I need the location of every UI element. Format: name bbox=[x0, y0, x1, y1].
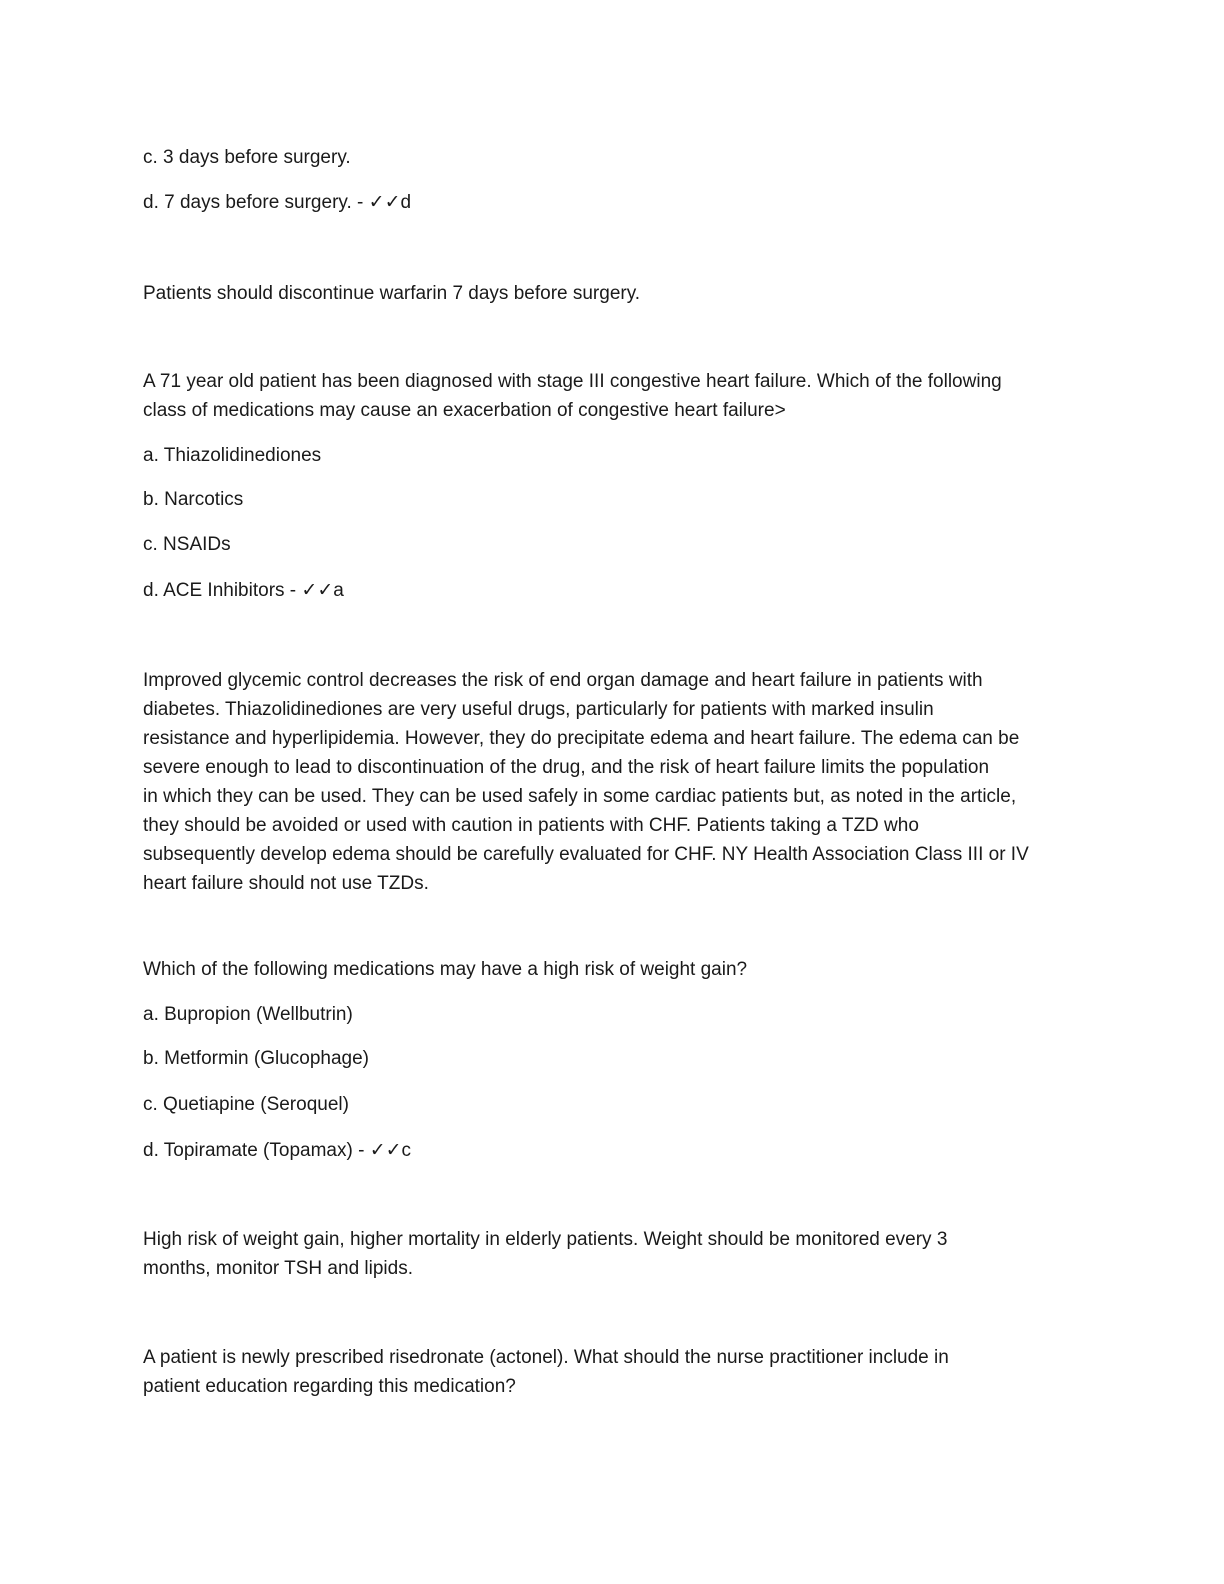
q2-rationale-line: resistance and hyperlipidemia. However, they do precipitate edema and heart failure. The edema can be bbox=[143, 728, 1020, 749]
q2-answer: a bbox=[333, 580, 344, 601]
q3-option-d bbox=[143, 1136, 1083, 1165]
q2-question bbox=[143, 367, 1083, 425]
q4-question-line: patient education regarding this medication? bbox=[143, 1376, 516, 1397]
q2-option-b: b. Narcotics bbox=[143, 489, 244, 510]
q2-rationale-line: they should be avoided or used with caution in patients with CHF. Patients taking a TZD who bbox=[143, 815, 919, 836]
q3-option-b: b. Metformin (Glucophage) bbox=[143, 1048, 369, 1069]
q2-option-a: a. Thiazolidinediones bbox=[143, 445, 322, 466]
q3-option-c: c. Quetiapine (Seroquel) bbox=[143, 1094, 349, 1115]
q3-answer: c bbox=[401, 1140, 412, 1161]
q2-rationale-line: severe enough to lead to discontinuation of the drug, and the risk of heart failure limits the population bbox=[143, 757, 990, 778]
q2-question-line: A 71 year old patient has been diagnosed with stage III congestive heart failure. Which of the following bbox=[143, 371, 1002, 392]
q1-option-c: c. 3 days before surgery. bbox=[143, 147, 351, 168]
q3-rationale bbox=[143, 1225, 1083, 1283]
q2-rationale bbox=[143, 666, 1083, 898]
q1-option-d bbox=[143, 188, 1083, 217]
q1-answer: d bbox=[400, 192, 412, 213]
q2-rationale-line: in which they can be used. They can be used safely in some cardiac patients but, as noted in the article, bbox=[143, 786, 1017, 807]
q2-option-d bbox=[143, 576, 1083, 605]
q4-question bbox=[143, 1343, 1083, 1401]
q2-question-line: class of medications may cause an exacerbation of congestive heart failure> bbox=[143, 400, 786, 421]
check-mark-icon: ✓✓ bbox=[368, 191, 401, 213]
q3-rationale-line: months, monitor TSH and lipids. bbox=[143, 1258, 413, 1279]
q3-option-d-text: d. Topiramate (Topamax) - bbox=[143, 1140, 365, 1161]
check-mark-icon: ✓✓ bbox=[301, 579, 334, 601]
q1-rationale: Patients should discontinue warfarin 7 days before surgery. bbox=[143, 283, 641, 304]
q2-rationale-line: diabetes. Thiazolidinediones are very useful drugs, particularly for patients with marked insulin bbox=[143, 699, 934, 720]
q2-rationale-line: subsequently develop edema should be carefully evaluated for CHF. NY Health Association Class III or IV bbox=[143, 844, 1029, 865]
q3-rationale-line: High risk of weight gain, higher mortality in elderly patients. Weight should be monitored every 3 bbox=[143, 1229, 948, 1250]
q2-rationale-line: heart failure should not use TZDs. bbox=[143, 873, 429, 894]
q2-option-c: c. NSAIDs bbox=[143, 534, 231, 555]
check-mark-icon: ✓✓ bbox=[369, 1139, 402, 1161]
q3-option-a: a. Bupropion (Wellbutrin) bbox=[143, 1004, 353, 1025]
q3-question: Which of the following medications may have a high risk of weight gain? bbox=[143, 959, 748, 980]
q2-rationale-line: Improved glycemic control decreases the risk of end organ damage and heart failure in patients with bbox=[143, 670, 983, 691]
q4-question-line: A patient is newly prescribed risedronate (actonel). What should the nurse practitioner include in bbox=[143, 1347, 949, 1368]
q1-option-d-text: d. 7 days before surgery. - bbox=[143, 192, 364, 213]
q2-option-d-text: d. ACE Inhibitors - bbox=[143, 580, 297, 601]
